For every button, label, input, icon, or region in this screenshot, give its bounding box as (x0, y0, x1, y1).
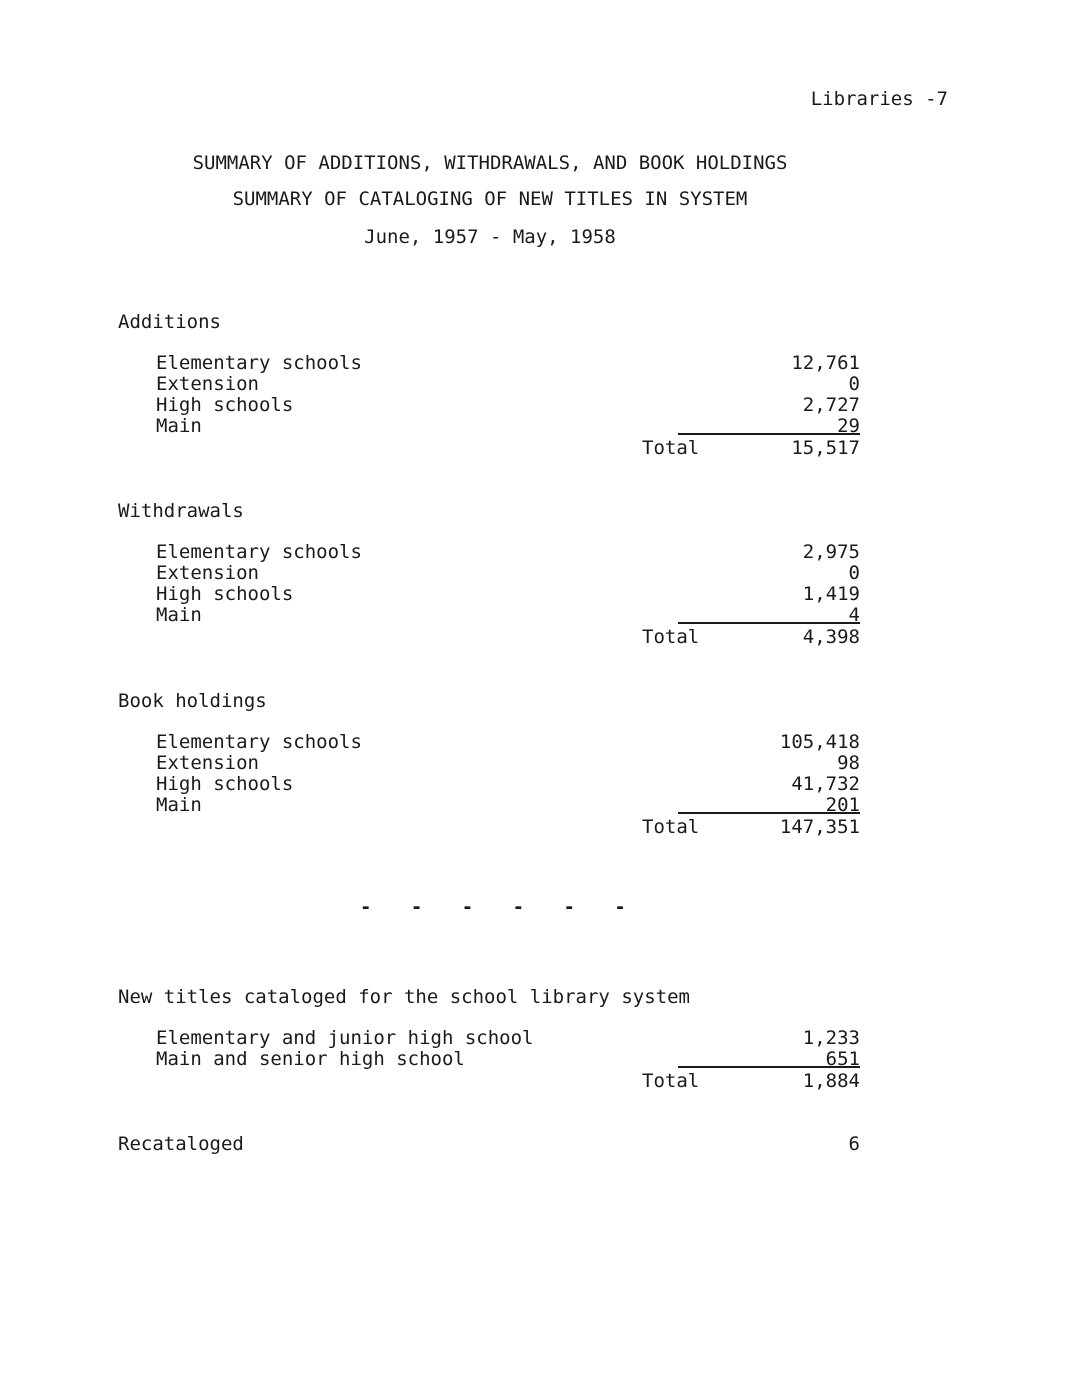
table-row (156, 732, 860, 753)
recataloged-value: 6 (848, 1133, 860, 1155)
page-label: Libraries -7 (810, 88, 948, 110)
book-holdings-rows (118, 732, 860, 838)
total-row (118, 1070, 860, 1092)
total-rule (678, 812, 860, 814)
section-separator: - - - - - - (360, 896, 640, 918)
total-rule (678, 1066, 860, 1068)
row-value: 29 (837, 415, 860, 437)
table-row (156, 395, 860, 416)
row-label: Extension (156, 562, 259, 584)
new-titles-rows (118, 1028, 860, 1092)
total-label: Total (642, 437, 700, 459)
total-rule (678, 622, 860, 624)
row-value: 0 (848, 562, 860, 584)
total-label: Total (642, 816, 700, 838)
table-row (156, 753, 860, 774)
row-label: Elementary schools (156, 352, 362, 374)
table-row (156, 584, 860, 605)
book-holdings-section (118, 690, 860, 838)
row-value: 2,975 (802, 541, 860, 563)
row-label: Main and senior high school (156, 1048, 465, 1070)
withdrawals-section (118, 500, 860, 648)
table-row (156, 542, 860, 563)
table-row (156, 1028, 860, 1049)
row-label: High schools (156, 394, 294, 416)
row-label: Extension (156, 752, 259, 774)
recataloged-label: Recataloged (118, 1133, 244, 1155)
total-value: 1,884 (802, 1070, 860, 1092)
withdrawals-heading: Withdrawals (118, 500, 244, 522)
recataloged-section (118, 1133, 860, 1155)
table-row (156, 374, 860, 395)
row-value: 4 (848, 604, 860, 626)
row-value: 105,418 (779, 731, 860, 753)
additions-rows (118, 353, 860, 459)
row-value: 1,419 (802, 583, 860, 605)
row-label: Main (156, 794, 202, 816)
row-label: Extension (156, 373, 259, 395)
row-value: 98 (837, 752, 860, 774)
total-row (118, 437, 860, 459)
row-value: 201 (825, 794, 860, 816)
total-value: 15,517 (791, 437, 860, 459)
row-label: Elementary schools (156, 731, 362, 753)
additions-heading: Additions (118, 311, 221, 333)
row-label: High schools (156, 773, 294, 795)
row-value: 41,732 (791, 773, 860, 795)
row-label: Main (156, 604, 202, 626)
additions-section (118, 311, 860, 459)
row-value: 651 (825, 1048, 860, 1070)
row-value: 12,761 (791, 352, 860, 374)
total-value: 4,398 (802, 626, 860, 648)
total-rule (678, 433, 860, 435)
book-holdings-heading: Book holdings (118, 690, 267, 712)
title-line-2: SUMMARY OF CATALOGING OF NEW TITLES IN SYSTEM (232, 188, 748, 210)
total-row (118, 626, 860, 648)
title-date-range: June, 1957 - May, 1958 (364, 226, 616, 248)
table-row (156, 563, 860, 584)
row-value: 2,727 (802, 394, 860, 416)
row-value: 1,233 (802, 1027, 860, 1049)
new-titles-section (118, 986, 860, 1092)
row-label: Elementary schools (156, 541, 362, 563)
table-row (156, 353, 860, 374)
withdrawals-rows (118, 542, 860, 648)
row-label: Elementary and junior high school (156, 1027, 534, 1049)
total-row (118, 816, 860, 838)
row-label: High schools (156, 583, 294, 605)
row-label: Main (156, 415, 202, 437)
total-label: Total (642, 626, 700, 648)
total-label: Total (642, 1070, 700, 1092)
new-titles-heading: New titles cataloged for the school library system (118, 986, 690, 1008)
title-line-1: SUMMARY OF ADDITIONS, WITHDRAWALS, AND BOOK HOLDINGS (192, 152, 788, 174)
row-value: 0 (848, 373, 860, 395)
total-value: 147,351 (779, 816, 860, 838)
table-row (156, 774, 860, 795)
recataloged-row (118, 1133, 860, 1155)
